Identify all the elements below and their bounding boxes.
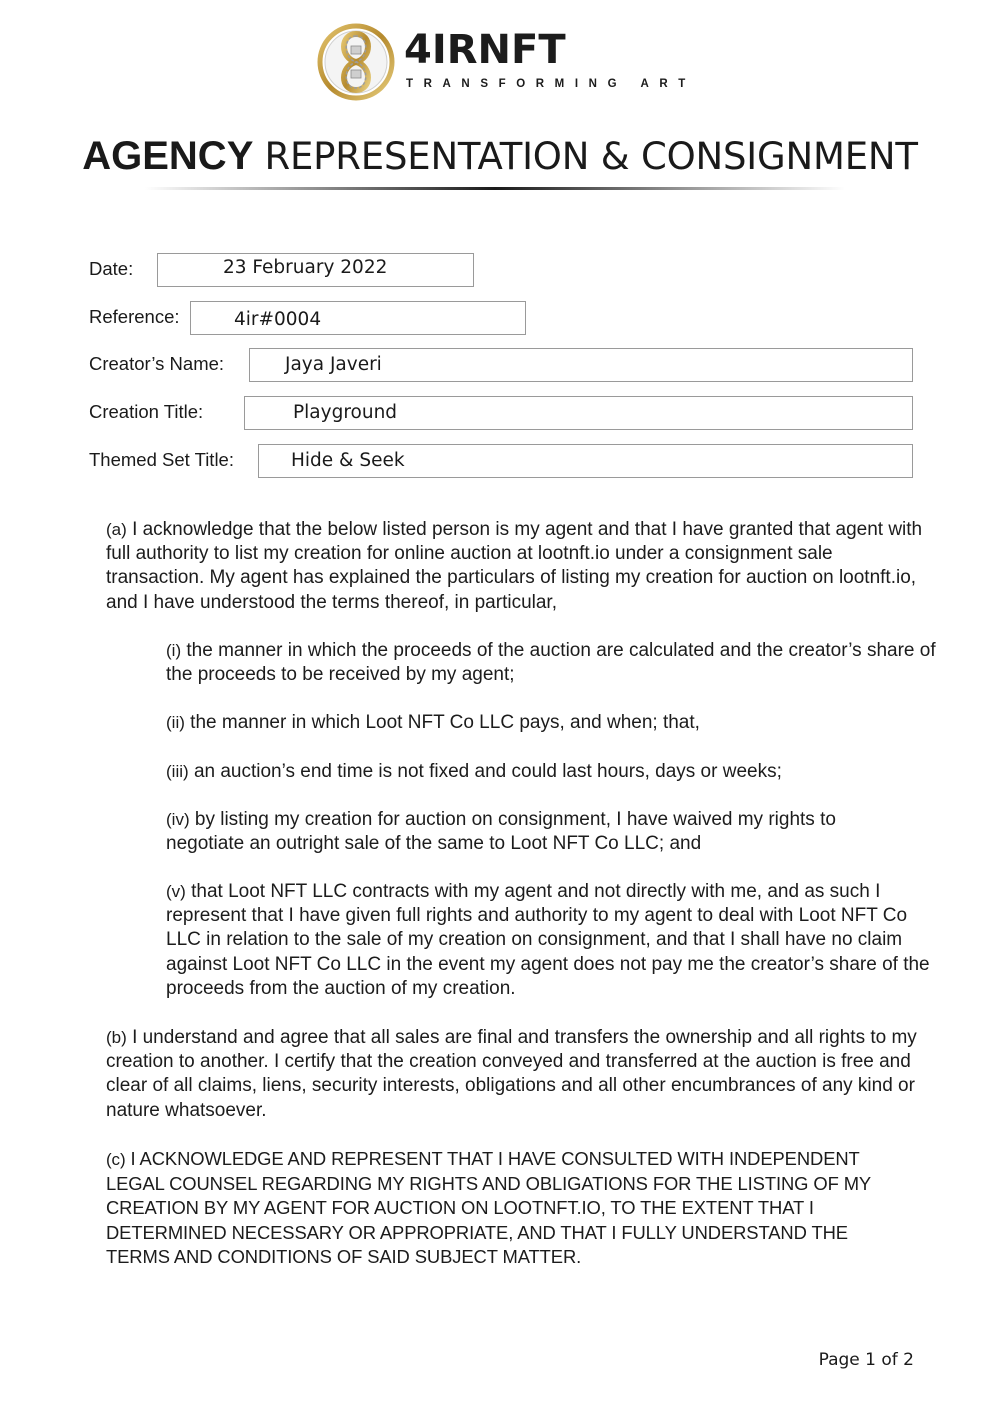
page-number: Page 1 of 2 <box>818 1350 914 1370</box>
clause-c-text: I ACKNOWLEDGE AND REPRESENT THAT I HAVE CONSULTED WITH INDEPENDENT LEGAL COUNSEL REGARDING MY RIGHTS AND OBLIGATIONS FOR THE LISTING OF MY CREATION BY MY AGENT FOR AUCTION ON LOOTNFT.IO, TO THE EXTENT THAT I DETERMINED NECESSARY OR APPROPRIATE, AND THAT I FULLY UNDERSTAND THE TERMS AND CONDITIONS OF SAID SUBJECT MATTER. <box>106 1148 871 1267</box>
brand-block <box>404 28 696 90</box>
clause-iii-text: an auction’s end time is not fixed and could last hours, days or weeks; <box>193 761 782 782</box>
date-label: Date: <box>89 258 134 279</box>
clause-ii <box>166 711 936 735</box>
clause-b-text: I understand and agree that all sales are final and transfers the ownership and all rights to my creation to another. I certify that the creation conveyed and transferred at the auction is free and clear of all claims, liens, security interests, obligations and all other encumbrances of any kind or nature whatsoever. <box>106 1027 917 1121</box>
reference-value: 4ir#0004 <box>234 309 322 330</box>
clause-iv-text: by listing my creation for auction on consignment, I have waived my rights to negotiate an outright sale of the same to Loot NFT Co LLC; and <box>166 809 836 855</box>
brand-tagline: TRANSFORMING ART <box>406 78 696 90</box>
date-value: 23 February 2022 <box>223 257 388 278</box>
clause-c-tag: (c) <box>106 1150 126 1169</box>
clause-a-text: I acknowledge that the below listed person is my agent and that I have granted that agent with full authority to list my creation for online auction at lootnft.io under a consignment sale transaction. My agent has explained the particulars of listing my creation for auction on lootnft.io, and I have understood the terms thereof, in particular, <box>106 519 923 613</box>
clause-i-tag: (i) <box>166 641 182 660</box>
clause-ii-text: the manner in which Loot NFT Co LLC pays, and when; that, <box>190 712 700 733</box>
creator-name-label: Creator’s Name: <box>89 353 225 374</box>
themed-set-label: Themed Set Title: <box>89 449 234 470</box>
clause-iv-tag: (iv) <box>166 810 190 829</box>
title-divider <box>145 187 845 190</box>
creator-name-value: Jaya Javeri <box>285 354 382 375</box>
brand-name: 4IRNFT <box>404 27 566 73</box>
clause-iii <box>166 760 936 784</box>
clause-b <box>106 1026 931 1123</box>
creation-title-value: Playground <box>293 402 398 423</box>
clause-i-text: the manner in which the proceeds of the auction are calculated and the creator’s share of the proceeds to be received by my agent; <box>166 640 936 686</box>
reference-label: Reference: <box>89 306 180 327</box>
clause-i <box>166 639 936 687</box>
title-rest: REPRESENTATION & CONSIGNMENT <box>264 135 918 178</box>
clause-b-tag: (b) <box>106 1028 127 1047</box>
clause-a <box>106 518 936 615</box>
title-bold-part: AGENCY <box>82 134 254 178</box>
clause-v-tag: (v) <box>166 882 186 901</box>
clause-a-tag: (a) <box>106 520 127 539</box>
clause-iv <box>166 808 911 856</box>
themed-set-value: Hide & Seek <box>291 450 405 471</box>
clause-c <box>106 1147 906 1269</box>
brand-logo-icon <box>316 22 396 102</box>
clause-ii-tag: (ii) <box>166 713 185 732</box>
clause-v <box>166 880 931 1001</box>
clause-v-text: that Loot NFT LLC contracts with my agent and not directly with me, and as such I represent that I have given full rights and authority to my agent to deal with Loot NFT Co LLC in relation to the sale of my creation on consignment, and that I shall have no claim against Loot NFT Co LLC in the event my agent does not pay me the creator’s share of the proceeds from the auction of my creation. <box>166 881 930 999</box>
document-title <box>0 132 1000 181</box>
creation-title-label: Creation Title: <box>89 401 204 422</box>
clause-iii-tag: (iii) <box>166 762 189 781</box>
